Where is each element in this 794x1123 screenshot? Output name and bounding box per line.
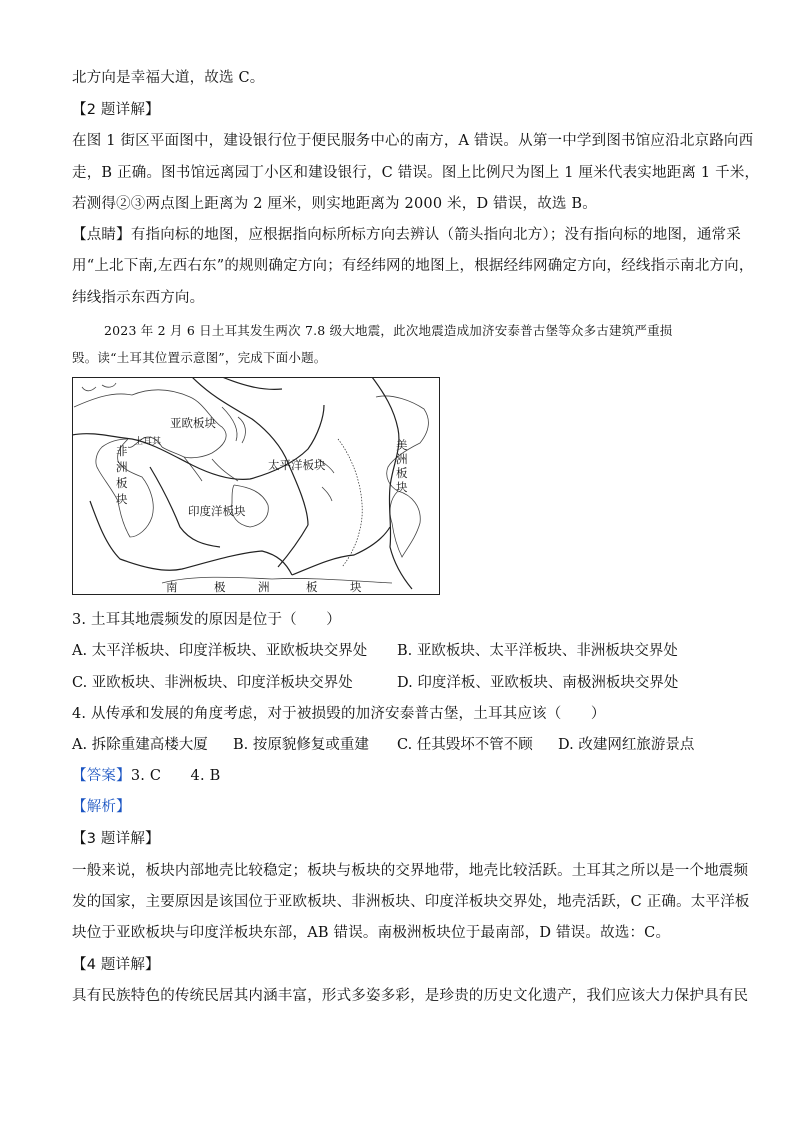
- dianjing-text: 有指向标的地图，应根据指向标所标方向去辨认（箭头指向北方）；没有指向标的地图，通常采: [130, 227, 741, 243]
- text-line: 纬线指示东西方向。: [72, 290, 205, 306]
- label-antarctic-2: 极: [214, 580, 226, 594]
- label-turkey: 土耳其: [134, 437, 162, 447]
- text-line: 具有民族特色的传统民居其内涵丰富，形式多姿多彩，是珍贵的历史文化遗产，我们应该大力保护具有民: [72, 988, 749, 1004]
- label-antarctic-3: 洲: [258, 580, 270, 594]
- question-3: 3. 土耳其地震频发的原因是位于（ ）: [72, 612, 341, 628]
- section-heading: 【4 题详解】: [72, 957, 160, 973]
- label-america-4: 块: [396, 480, 408, 494]
- label-africa-2: 洲: [116, 460, 128, 474]
- label-antarctic-5: 块: [350, 580, 362, 594]
- text-line: 一般来说，板块内部地壳比较稳定；板块与板块的交界地带，地壳比较活跃。土耳其之所以是一个地震频: [72, 863, 749, 879]
- label-africa-4: 块: [116, 492, 128, 506]
- plate-map-figure: [72, 377, 440, 595]
- label-eurasian-plate: 亚欧板块: [170, 416, 216, 430]
- text-line: 走，B 正确。图书馆远离园丁小区和建设银行，C 错误。图上比例尺为图上 1 厘米代表实地距离 1 千米，: [72, 165, 760, 181]
- label-america-1: 美: [396, 438, 408, 452]
- label-indian-plate: 印度洋板块: [188, 504, 246, 518]
- label-antarctic-1: 南: [166, 580, 178, 594]
- text-line: [72, 225, 741, 245]
- analysis-tag: 【解析】: [72, 799, 131, 815]
- question-intro: 毁。读“土耳其位置示意图”，完成下面小题。: [72, 350, 327, 365]
- section-heading: 【3 题详解】: [72, 831, 160, 847]
- q4-option-a: A. 拆除重建高楼大厦: [72, 737, 208, 753]
- answer-tag: 【答案】: [72, 768, 131, 784]
- label-africa-3: 板: [116, 476, 128, 490]
- text-line: 北方向是幸福大道，故选 C。: [72, 70, 265, 86]
- text-line: 块位于亚欧板块与印度洋板块东部，AB 错误。南极洲板块位于最南部，D 错误。故选：C。: [72, 925, 671, 941]
- label-america-2: 洲: [396, 452, 408, 466]
- q4-option-c: C. 任其毁坏不管不顾: [397, 737, 533, 753]
- label-pacific-plate: 太平洋板块: [268, 458, 326, 472]
- q4-option-b: B. 按原貌修复或重建: [233, 737, 369, 753]
- label-antarctic-4: 板: [306, 580, 318, 594]
- q3-option-d: D. 印度洋板、亚欧板块、南极洲板块交界处: [397, 675, 679, 691]
- q4-option-d: D. 改建网红旅游景点: [558, 737, 695, 753]
- question-4: 4. 从传承和发展的角度考虑，对于被损毁的加济安泰普古堡，土耳其应该（ ）: [72, 706, 606, 722]
- text-line: 若测得②③两点图上距离为 2 厘米，则实地距离为 2000 米，D 错误，故选 B。: [72, 196, 597, 212]
- text-line: 发的国家，主要原因是该国位于亚欧板块、非洲板块、印度洋板块交界处，地壳活跃，C 正确。太平洋板: [72, 894, 750, 910]
- label-africa-1: 非: [116, 444, 128, 458]
- q3-option-b: B. 亚欧板块、太平洋板块、非洲板块交界处: [397, 643, 678, 659]
- label-america-3: 板: [396, 466, 408, 480]
- section-heading: 【2 题详解】: [72, 102, 160, 118]
- answer-line: [72, 766, 732, 786]
- text-line: 用“上北下南,左西右东”的规则确定方向；有经纬网的地图上，根据经纬网确定方向，经线指示南北方向，: [72, 258, 754, 274]
- q3-option-a: A. 太平洋板块、印度洋板块、亚欧板块交界处: [72, 643, 368, 659]
- answer-text: 3. C 4. B: [130, 768, 221, 784]
- q3-option-c: C. 亚欧板块、非洲板块、印度洋板块交界处: [72, 675, 353, 691]
- question-intro: 2023 年 2 月 6 日土耳其发生两次 7.8 级大地震，此次地震造成加济安泰普古堡等众多古建筑严重损: [104, 323, 673, 338]
- text-line: 在图 1 街区平面图中，建设银行位于便民服务中心的南方，A 错误。从第一中学到图书馆应沿北京路向西: [72, 133, 754, 149]
- dianjing-tag: 【点睛】: [72, 227, 131, 243]
